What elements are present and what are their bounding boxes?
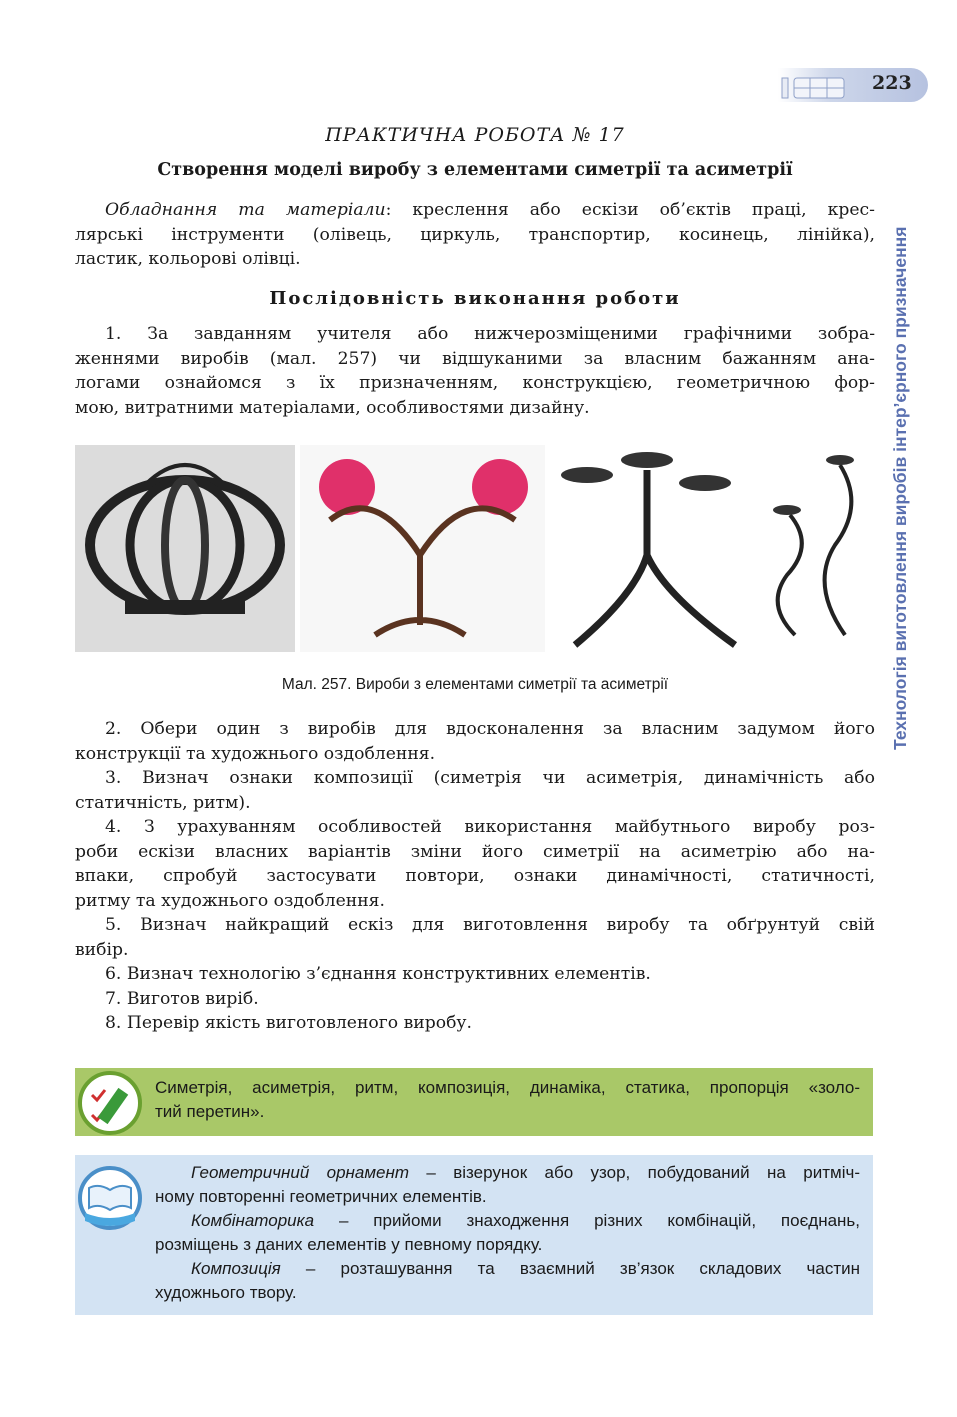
step-1-line: мою, витратними матеріалами, особливостями дизайну. — [75, 397, 590, 418]
step-line: 8. Перевір якість виготовленого виробу. — [105, 1013, 473, 1033]
step-line: 6. Визнач технологію з’єднання конструктивних елементів. — [105, 964, 651, 984]
step-line: 2. Обери один з виробів для вдосконалення за власним задумом його — [105, 719, 875, 739]
glossary-term: Геометричний орнамент — [191, 1163, 409, 1182]
three-candle-holder-image — [550, 445, 755, 652]
equipment-label: Обладнання та матеріали — [105, 200, 386, 220]
step-line: впаки, спробуй застосувати повтори, ознаки динамічності, статичності, — [75, 866, 875, 886]
step-1-line: 1. За завданням учителя або нижчерозміщеними графічними зобра- — [105, 324, 875, 344]
glossary-term: Комбінаторика — [191, 1211, 315, 1230]
step-1-paragraph — [75, 322, 875, 420]
step-line: конструкції та художнього оздоблення. — [75, 743, 436, 764]
equipment-line: : креслення або ескізи об’єктів праці, крес- — [385, 200, 875, 220]
steps-list — [75, 717, 875, 1036]
glossary-term-line — [155, 1209, 860, 1233]
step-line: ритму та художнього оздоблення. — [75, 890, 385, 911]
keywords-box — [75, 1068, 873, 1136]
step-line: 4. З урахуванням особливостей використання майбутнього виробу роз- — [105, 817, 875, 837]
step-1-line: логами ознайомся з їх призначенням, конструкцією, геометричною фор- — [75, 373, 875, 393]
spiral-candlesticks-image — [760, 445, 870, 652]
step-line: роби ескізи власних варіантів зміни його симетрії на асиметрію або на- — [75, 841, 875, 862]
glossary-continuation: ному повторенні геометричних елементів. — [155, 1187, 487, 1206]
keywords-line: Симетрія, асиметрія, ритм, композиція, динаміка, статика, пропорція «золо- — [155, 1078, 860, 1097]
page-subtitle: Створення моделі виробу з елементами симетрії та асиметрії — [157, 160, 793, 180]
step-line: статичність, ритм). — [75, 792, 251, 813]
side-chapter-title: Технологія виготовлення виробів інтер’єрного призначення — [890, 226, 910, 750]
glossary-definition: – розташування та взаємний зв’язок складових частин — [280, 1259, 860, 1278]
glossary-continuation: художнього твору. — [155, 1283, 297, 1302]
sofa-icon — [780, 72, 850, 100]
glossary-term-line — [155, 1257, 860, 1281]
figure-257-photos — [75, 445, 870, 652]
step-line: вибір. — [75, 939, 129, 960]
lantern-image — [75, 445, 295, 652]
glossary-continuation: розміщень з даних елементів у певному порядку. — [155, 1235, 543, 1254]
sequence-heading: Послідовність виконання роботи — [269, 288, 681, 309]
step-1-line: женнями виробів (мал. 257) чи відшуканими за власним бажанням ана- — [75, 348, 875, 369]
keywords-line: тий перетин». — [155, 1102, 265, 1121]
pencil-checklist-icon — [77, 1070, 143, 1136]
open-book-icon — [77, 1163, 143, 1233]
equipment-line: лярські інструменти (олівець, циркуль, транспортир, косинець, лінійка), — [75, 224, 875, 245]
glossary-box — [75, 1155, 873, 1315]
figure-caption: Мал. 257. Вироби з елементами симетрії та асиметрії — [281, 676, 669, 693]
page-number: 223 — [872, 72, 912, 94]
glossary-definition: – візерунок або узор, побудований на ритміч- — [409, 1163, 860, 1182]
glossary-definition: – прийоми знаходження різних комбінацій, поєднань, — [314, 1211, 860, 1230]
page-title: ПРАКТИЧНА РОБОТА № 17 — [325, 124, 625, 146]
step-line: 7. Виготов виріб. — [105, 988, 259, 1009]
glossary-term-line — [155, 1161, 860, 1185]
step-line: 3. Визнач ознаки композиції (симетрія чи асиметрія, динамічність або — [105, 768, 875, 788]
candelabra-pink-image — [300, 445, 545, 652]
equipment-paragraph — [75, 198, 875, 272]
equipment-line: ластик, кольорові олівці. — [75, 249, 301, 269]
glossary-term: Композиція — [191, 1259, 281, 1278]
step-line: 5. Визнач найкращий ескіз для виготовлення виробу та обґрунтуй свій — [105, 915, 875, 935]
